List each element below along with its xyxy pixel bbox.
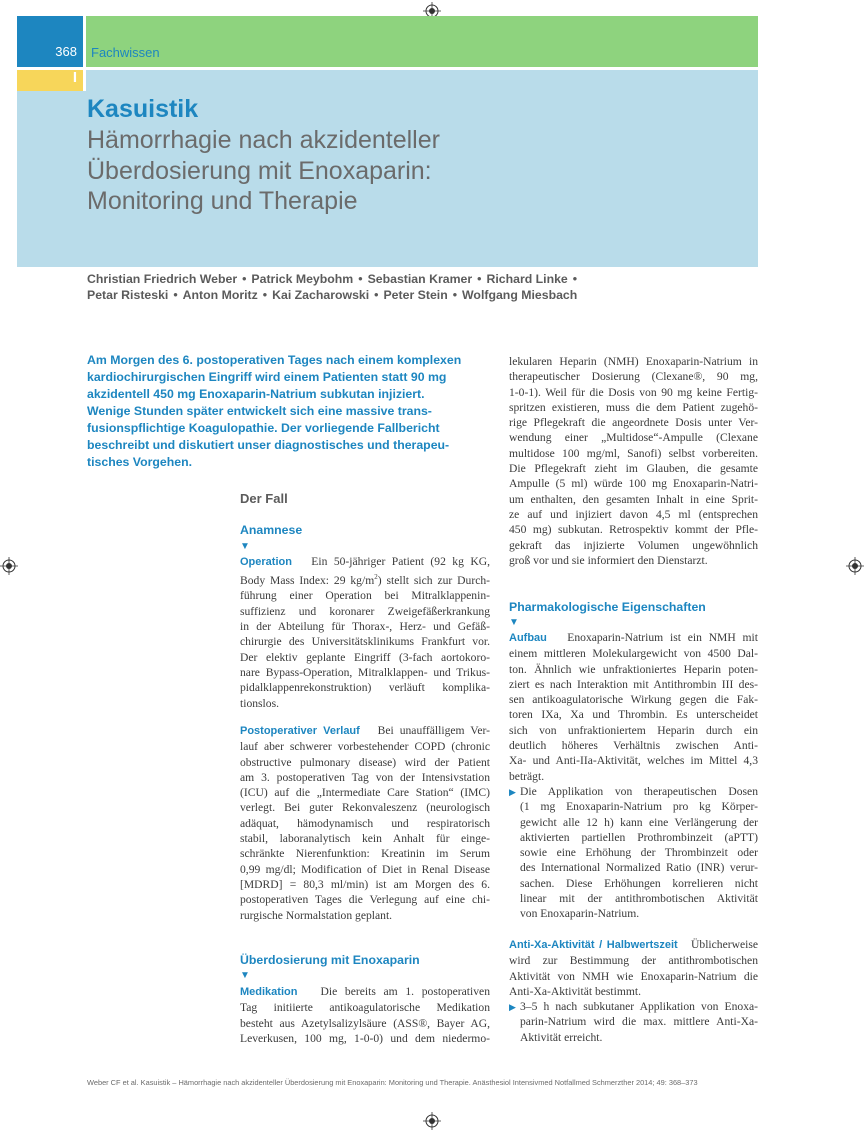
text-line: Die bereits am 1. postoperativen bbox=[320, 985, 490, 998]
case-heading: Der Fall bbox=[240, 491, 288, 506]
text-line: verlegt. Bei guter Rekonvaleszenz (neurologisch bbox=[240, 801, 490, 815]
text-line: des International Normalized Ratio (INR) verur- bbox=[520, 861, 758, 875]
author-line-2 bbox=[87, 287, 767, 303]
paragraph-label: Anti-Xa-Aktivität / Halbwertszeit bbox=[509, 939, 678, 951]
text-line: Aktivität von NMH wie Enoxaparin-Natrium die bbox=[509, 969, 758, 983]
text-line: von Enoxaparin-Natrium. bbox=[520, 907, 640, 921]
text-line: multidose 100 mg/ml, Sanofi) selbst vorbereiten. bbox=[509, 446, 758, 460]
text-line: chirurgie des Universitätsklinikums Frankfurt vor. bbox=[240, 635, 490, 649]
text-line: Enoxaparin-Natrium ist ein NMH mit bbox=[567, 631, 758, 644]
text-line: Anti-Xa-Aktivität bestimmt. bbox=[509, 984, 642, 998]
registration-mark-right bbox=[846, 557, 864, 575]
text-line: (ICU) auf die „Intermediate Care Station“ (IMC) bbox=[240, 786, 490, 800]
text-line: einem mittleren Molekulargewicht von 4500 Dal- bbox=[509, 647, 758, 661]
section-triangle-icon: ▼ bbox=[240, 970, 250, 981]
author-separator: • bbox=[452, 288, 458, 302]
section-band bbox=[86, 16, 758, 67]
text-line: Ein 50-jähriger Patient (92 kg KG, bbox=[311, 555, 490, 568]
author-separator: • bbox=[242, 272, 247, 286]
text-line: Bei unauffälligem Ver- bbox=[377, 724, 490, 737]
text-line: rurgische Normalstation geplant. bbox=[240, 908, 393, 922]
postop-paragraph bbox=[240, 723, 490, 923]
text-line: [MDRD] = 80,3 ml/min) ist am Morgen des 6. bbox=[240, 877, 490, 891]
text-line: Tag initiierte antikoagulatorische Medikation bbox=[240, 1001, 490, 1015]
text-line: linear mit der antithrombotischen Aktivität bbox=[520, 892, 758, 906]
text-line: sowie eine Erhöhung der Thrombinzeit oder bbox=[520, 846, 758, 860]
text-line: sachen. Diese Erhöhungen korrelieren nicht bbox=[520, 876, 758, 890]
text-line: therapeutischer Dosierung (Clexane®, 90 mg, bbox=[509, 370, 758, 384]
text-line: adäquat, hämodynamisch und respiratorisch bbox=[240, 816, 490, 830]
author-separator: • bbox=[572, 272, 578, 286]
text-line: lauf aber schwerer vorbestehender COPD (chronic bbox=[240, 740, 490, 754]
text-line: ziert es nach Interaktion mit Antithrombin III des- bbox=[509, 677, 758, 691]
abstract bbox=[87, 352, 482, 471]
text-line: deutlich höheres Verhältnis zwischen Anti- bbox=[509, 739, 758, 753]
abstract-line: Wenige Stunden später entwickelt sich eine massive trans- bbox=[87, 404, 432, 418]
text-line: ze auf und injiziert davon 4,5 ml (entsprechen bbox=[509, 507, 758, 521]
registration-mark-left bbox=[0, 557, 18, 575]
text-line: um enthalten, den gesamten Inhalt in eine Sprit- bbox=[509, 492, 758, 506]
section-label: Fachwissen bbox=[91, 45, 160, 60]
text-line: 1-0-1). Weil für die Dosis von 90 mg keine Fertig- bbox=[509, 385, 758, 399]
overdose-heading: Überdosierung mit Enoxaparin bbox=[240, 953, 420, 967]
abstract-line: akzidentell 450 mg Enoxaparin-Natrium subkutan injiziert. bbox=[87, 387, 425, 401]
author-name: Petar Risteski bbox=[87, 288, 169, 302]
text-line: ton. Ähnlich wie unfraktioniertes Heparin poten- bbox=[509, 662, 758, 676]
title-line: Überdosierung mit Enoxaparin: bbox=[87, 156, 432, 185]
author-separator: • bbox=[173, 288, 178, 302]
text-line: in der Abteilung für Thorax-, Herz- und Gefäß- bbox=[240, 620, 490, 634]
text-line: besteht aus Azetylsalizylsäure (ASS®, Bayer AG, bbox=[240, 1016, 490, 1030]
paragraph-label: Postoperativer Verlauf bbox=[240, 725, 360, 737]
author-name: Christian Friedrich Weber bbox=[87, 272, 238, 286]
title-band-top bbox=[86, 70, 758, 91]
text-line: gewicht alle 12 h) kann eine Verlängerung der bbox=[520, 815, 758, 829]
author-line-1 bbox=[87, 271, 767, 287]
article-kicker: Kasuistik bbox=[87, 95, 199, 123]
text-line: Die Applikation von therapeutischen Dosen bbox=[520, 785, 758, 798]
text-line: Die Pflegekraft zieht im Glauben, die gesamte bbox=[509, 462, 758, 476]
abstract-line: beschreibt und diskutiert unser diagnostisches und therapeu- bbox=[87, 438, 450, 452]
text-line: gekraft das injizierte Volumen ungewöhnlich bbox=[509, 538, 758, 552]
chapter-tab-label: I bbox=[72, 69, 77, 86]
text-line: Ampulle (5 ml) würde 100 mg Enoxaparin-Natri- bbox=[509, 477, 758, 491]
text-line: parin-Natrium wird die max. mittlere Anti-Xa- bbox=[520, 1015, 758, 1029]
author-name: Anton Moritz bbox=[182, 288, 258, 302]
medikation-paragraph bbox=[240, 984, 490, 1046]
text-line: sich von unfraktioniertem Heparin durch ein bbox=[509, 723, 758, 737]
author-name: Patrick Meybohm bbox=[251, 272, 354, 286]
superscript: 2 bbox=[374, 573, 378, 582]
author-separator: • bbox=[358, 272, 363, 286]
pharmacology-heading: Pharmakologische Eigenschaften bbox=[509, 600, 706, 614]
text-line: führung einer Operation bei Mitralklappenin- bbox=[240, 589, 490, 603]
text-line: Xa- und Anti-IIa-Aktivität, welches im Mittel 4,3 bbox=[509, 754, 758, 768]
text-line: schränkte Nierenfunktion: Kreatinin im Serum bbox=[240, 847, 490, 861]
author-name: Richard Linke bbox=[486, 272, 568, 286]
text-line: 0,99 mg/dl; Modification of Diet in Renal Disease bbox=[240, 862, 490, 876]
text-line: (1 mg Enoxaparin-Natrium pro kg Körper- bbox=[520, 800, 758, 814]
bullet-item bbox=[509, 784, 758, 922]
author-name: Peter Stein bbox=[383, 288, 448, 302]
text-line: nare Bypass-Operation, Mitralklappen- und Trikus- bbox=[240, 665, 490, 679]
citation-footer: Weber CF et al. Kasuistik – Hämorrhagie nach akzidenteller Überdosierung mit Enoxaparin: Monitoring und Therapie. Anästhesiol Intensivmed Notfallmed Schmerzther 2014; 49: 368–373 bbox=[87, 1078, 698, 1087]
abstract-line: fusionspflichtige Koagulopathie. Der vorliegende Fallbericht bbox=[87, 421, 440, 435]
page-number: 368 bbox=[55, 44, 77, 59]
title-line: Monitoring und Therapie bbox=[87, 187, 358, 215]
paragraph-label: Medikation bbox=[240, 986, 298, 998]
text-line: postoperativen Tages die Verlegung auf eine chi- bbox=[240, 893, 490, 907]
page-number-tab bbox=[17, 16, 83, 67]
text-line: tionslos. bbox=[240, 696, 279, 710]
text-line: groß vor und sie informiert den Dienstarzt. bbox=[509, 553, 708, 567]
paragraph-label: Aufbau bbox=[509, 632, 547, 644]
bullet-arrow-icon: ▶ bbox=[509, 787, 516, 797]
section-triangle-icon: ▼ bbox=[240, 541, 250, 552]
bullet-item bbox=[509, 999, 758, 1045]
text-line: pidalklappenrekonstruktion) verläuft komplika- bbox=[240, 681, 490, 695]
text-line: suffizienz und koronarer Zweigefäßerkrankung bbox=[240, 604, 490, 618]
author-name: Sebastian Kramer bbox=[367, 272, 473, 286]
bullet-arrow-icon: ▶ bbox=[509, 1002, 516, 1012]
text-line: lekularen Heparin (NMH) Enoxaparin-Natrium in bbox=[509, 355, 758, 368]
abstract-line: tisches Vorgehen. bbox=[87, 455, 193, 469]
text-line: aktivierten partiellen Prothrombinzeit (aPTT) bbox=[520, 830, 758, 844]
text-line: Der elektiv geplante Eingriff (3-fach aortokoro- bbox=[240, 650, 490, 664]
author-separator: • bbox=[477, 272, 482, 286]
paragraph-label: Operation bbox=[240, 556, 292, 568]
text-line: 3–5 h nach subkutaner Applikation von Enoxa- bbox=[520, 1000, 758, 1013]
author-name: Kai Zacharowski bbox=[272, 288, 370, 302]
operation-paragraph bbox=[240, 554, 490, 711]
abstract-line: Am Morgen des 6. postoperativen Tages nach einem komplexen bbox=[87, 353, 462, 367]
author-list bbox=[87, 271, 767, 303]
section-triangle-icon: ▼ bbox=[509, 617, 519, 628]
text-line: 450 mg) subkutan. Retrospektiv kommt der Pfle- bbox=[509, 523, 758, 537]
text-line: beträgt. bbox=[509, 769, 545, 783]
title-line: Hämorrhagie nach akzidenteller bbox=[87, 126, 440, 154]
text-line: Leverkusen, 100 mg, 1-0-0) und dem niedermo- bbox=[240, 1031, 490, 1045]
author-separator: • bbox=[374, 288, 379, 302]
case-continued-paragraph bbox=[509, 354, 758, 568]
antixa-paragraph bbox=[509, 937, 758, 999]
author-separator: • bbox=[262, 288, 268, 302]
text-line: Üblicherweise bbox=[691, 938, 758, 951]
text-line: ) stellt sich zur Durch- bbox=[377, 574, 490, 588]
text-line: wird zur Bestimmung der antithrombotischen bbox=[509, 954, 758, 968]
text-line: toren IXa, Xa und Thrombin. Es unterscheidet bbox=[509, 708, 758, 722]
registration-mark-bottom bbox=[423, 1112, 441, 1130]
text-line: sen antikoagulatorische Wirkung gegen die Fak- bbox=[509, 693, 758, 707]
text-line: am 3. postoperativen Tag von der Intensivstation bbox=[240, 770, 490, 784]
abstract-line: kardiochirurgischen Eingriff wird einem Patienten statt 90 mg bbox=[87, 370, 447, 384]
text-line: spritzen existieren, muss die dem Patient zugehö- bbox=[509, 400, 758, 414]
text-line: Aktivität erreicht. bbox=[520, 1030, 603, 1044]
anamnese-heading: Anamnese bbox=[240, 523, 303, 537]
text-line: stabil, laboranalytisch kein Anhalt für einge- bbox=[240, 832, 490, 846]
aufbau-paragraph bbox=[509, 630, 758, 784]
text-line: Body Mass Index: 29 kg/m bbox=[240, 574, 375, 588]
article-title bbox=[87, 125, 747, 217]
text-line: obstructive pulmonary disease) wird der Patient bbox=[240, 755, 490, 769]
text-line: wendung einer „Multidose“-Ampulle (Clexane bbox=[509, 431, 758, 445]
author-name: Wolfgang Miesbach bbox=[462, 288, 578, 302]
text-line: rige Pflegekraft die angeordnete Dosis unter Ver- bbox=[509, 416, 758, 430]
